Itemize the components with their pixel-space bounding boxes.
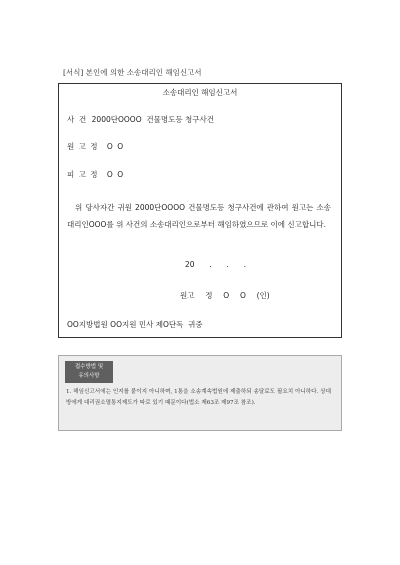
case-label: 사 건: [67, 115, 87, 124]
case-line: [67, 116, 214, 124]
defendant-line: [67, 171, 124, 179]
notes-label-line2: 유의사항: [78, 373, 100, 379]
defendant-name: O O: [106, 170, 125, 179]
notice-form: [58, 83, 342, 338]
signature-line: 원고 정 O O (인): [180, 291, 270, 300]
notes-label-line1: 접수방법 및: [74, 364, 104, 370]
notes-box: [58, 355, 342, 431]
case-value: 2000단OOOO 건물명도등 청구사건: [91, 115, 214, 124]
court-addressee: OO지방법원 OO지원 민사 제O단독 귀중: [67, 320, 203, 329]
form-title: 소송대리인 해임신고서: [162, 88, 238, 97]
date-line: 20 . . .: [185, 260, 246, 269]
notes-text: 1. 해임신고서에는 인지를 붙이지 아니하며, 1통을 소송계속법원에 제출하되 송달료도 필요치 아니하다. 상대방에게 대리권소멸통지제도가 따로 있기 때문이다(법소 제63조 제97조 참조).: [66, 389, 331, 406]
plaintiff-name: O O: [106, 142, 125, 151]
form-caption: [서식] 본인에 의한 소송대리인 해임신고서: [63, 68, 202, 77]
notice-body: 위 당사자간 귀원 2000단OOOO 건물명도등 청구사건에 관하여 원고는 소송대리인OOO를 위 사건의 소송대리인으로부터 해임하였으므로 이에 신고합니다.: [67, 203, 331, 229]
plaintiff-label: 원 고 정: [67, 142, 99, 151]
plaintiff-line: [67, 143, 124, 151]
defendant-label: 피 고 정: [67, 170, 99, 179]
notes-label: [65, 361, 113, 383]
